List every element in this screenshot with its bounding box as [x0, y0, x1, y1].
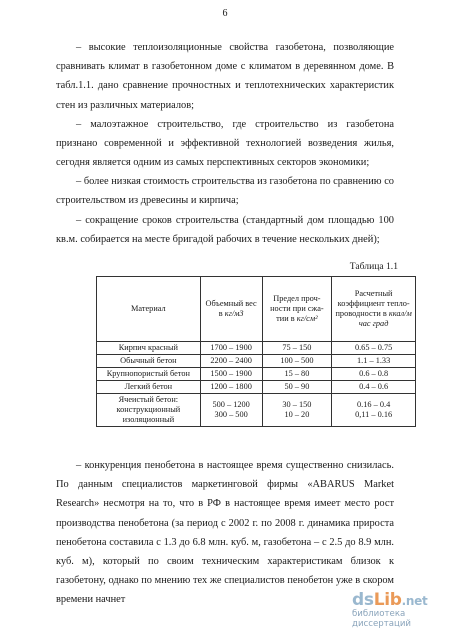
header-material: Материал [97, 277, 201, 342]
cell-material: Легкий бетон [97, 381, 201, 394]
cell-weight: 1500 – 1900 [200, 368, 262, 381]
cell-weight: 1200 – 1800 [200, 381, 262, 394]
table-header-row [97, 277, 416, 342]
cell-conductivity: 0.65 – 0.75 [332, 342, 416, 355]
cell-strength: 15 – 80 [262, 368, 332, 381]
cell-strength: 30 – 150 10 – 20 [262, 394, 332, 427]
cell-strength: 50 – 90 [262, 381, 332, 394]
header-conductivity: Расчетный коэффициент тепло-проводности в ккал/м час град [332, 277, 416, 342]
cell-weight: 2200 – 2400 [200, 355, 262, 368]
cell-material: Ячеистый бетон: конструкционный изоляционный [97, 394, 201, 427]
header-strength: Предел проч-ности при сжа-тии в кг/см² [262, 277, 332, 342]
cell-conductivity: 0.6 – 0.8 [332, 368, 416, 381]
cell-material: Крупнопористый бетон [97, 368, 201, 381]
comparison-table [96, 276, 416, 427]
paragraph-insulation: – высокие теплоизоляционные свойства газобетона, позволяющие сравнивать климат в газобетонном доме с климатом в деревянном доме. В табл.1.1. дано сравнение прочностных и теплотехнических характеристик стен из различных материалов; [56, 42, 394, 111]
dslib-logo: ds Lib .net [352, 590, 428, 610]
cell-material: Кирпич красный [97, 342, 201, 355]
dslib-watermark [352, 590, 450, 629]
page-number: 6 [222, 8, 228, 19]
paragraph-cost: – более низкая стоимость строительства из газобетона по сравнению со строительством из древесины и кирпича; [56, 176, 394, 207]
cell-conductivity: 0.16 – 0.4 0,11 – 0.16 [332, 394, 416, 427]
watermark-subtitle: библиотека диссертаций [352, 609, 412, 629]
table-row [97, 342, 416, 355]
cell-strength: 100 – 500 [262, 355, 332, 368]
paragraph-low-rise: – малоэтажное строительство, где строительство из газобетона признано современной и эффективной технологией возведения жилья, сегодня является одним из самых перспективных секторов экономики; [56, 119, 394, 169]
cell-material: Обычный бетон [97, 355, 201, 368]
table-row [97, 368, 416, 381]
cell-weight: 1700 – 1900 [200, 342, 262, 355]
cell-conductivity: 1.1 – 1.33 [332, 355, 416, 368]
table-caption: Таблица 1.1 [349, 261, 398, 272]
table-row-cellular-concrete [97, 394, 416, 427]
table-row [97, 381, 416, 394]
paragraph-foam-concrete: – конкуренция пенобетона в настоящее время существенно снизилась. По данным специалистов маркетинговой фирмы «ABARUS Market Research» несмотря на то, что в РФ в настоящее время имеет место рост производства пенобетона (за период с 2002 г. по 2008 г. динамика прироста пенобетона составила с 1.3 до 6.8 млн. куб. м, газобетона – с 2.5 до 8.9 млн. куб. м), который по своим техническим характеристикам близок к газобетону, однако по мнению тех же специалистов пенобетон уже в скором времени начнет [56, 460, 394, 606]
cell-conductivity: 0.4 – 0.6 [332, 381, 416, 394]
cell-weight: 500 – 1200 300 – 500 [200, 394, 262, 427]
paragraph-time: – сокращение сроков строительства (стандартный дом площадью 100 кв.м. собирается на месте бригадой рабочих в течение нескольких дней); [56, 215, 394, 246]
table-row [97, 355, 416, 368]
header-volume-weight: Объемный вес в кг/м3 [200, 277, 262, 342]
cell-strength: 75 – 150 [262, 342, 332, 355]
